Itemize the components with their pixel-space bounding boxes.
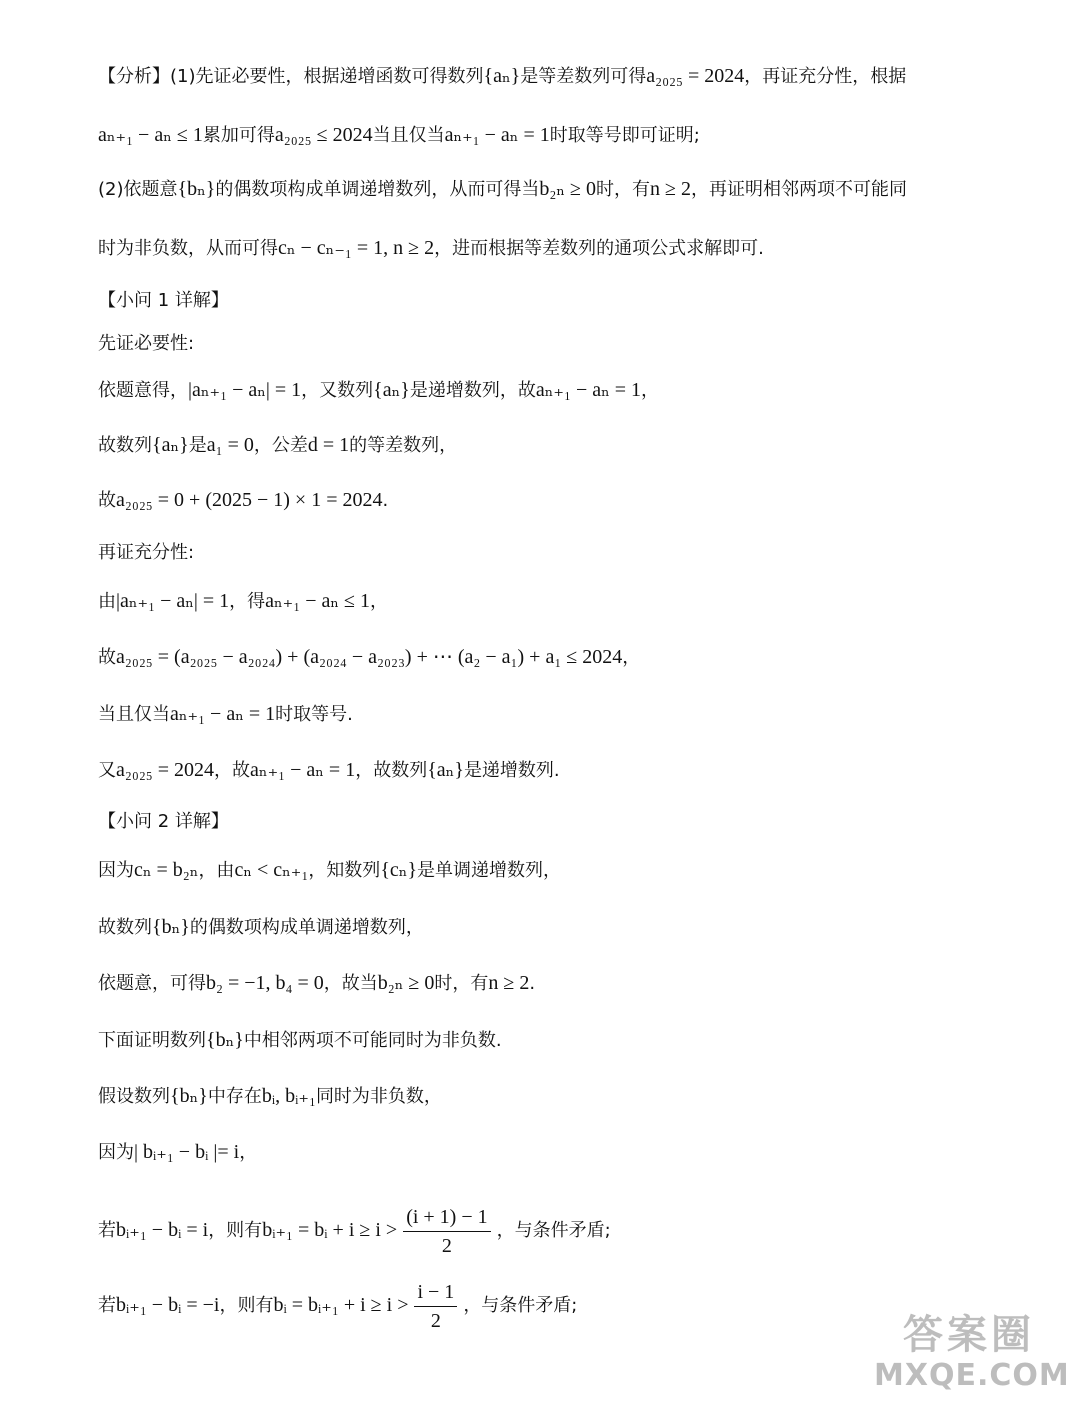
proof-line-sufficiency: 再证充分性: bbox=[98, 542, 195, 563]
analysis-line-4: 时为非负数，从而可得cₙ − cₙ₋₁ = 1, n ≥ 2，进而根据等差数列的通项公式求解即可. bbox=[98, 237, 764, 259]
proof-line: 依题意得，|aₙ₊₁ − aₙ| = 1，又数列{aₙ}是递增数列，故aₙ₊₁ − aₙ = 1， bbox=[98, 379, 660, 401]
proof-line: 当且仅当aₙ₊₁ − aₙ = 1时取等号. bbox=[98, 703, 353, 725]
proof-line: 因为| bᵢ₊₁ − bᵢ |= i， bbox=[98, 1141, 258, 1163]
proof-line: 下面证明数列{bₙ}中相邻两项不可能同时为非负数. bbox=[98, 1029, 502, 1051]
section-heading-q2: 【小问 2 详解】 bbox=[98, 811, 229, 832]
fraction-numerator: i − 1 bbox=[414, 1280, 457, 1307]
watermark-logo bbox=[874, 1311, 1070, 1403]
analysis-line-1: 【分析】(1)先证必要性，根据递增函数可得数列{aₙ}是等差数列可得a₂₀₂₅ = 2024，再证充分性，根据 bbox=[98, 65, 907, 87]
analysis-line-2: aₙ₊₁ − aₙ ≤ 1累加可得a₂₀₂₅ ≤ 2024当且仅当aₙ₊₁ − aₙ = 1时取等号即可证明; bbox=[98, 124, 700, 146]
proof-line: 故数列{aₙ}是a₁ = 0，公差d = 1的等差数列， bbox=[98, 434, 458, 456]
proof-line-fraction: 若bᵢ₊₁ − bᵢ = i，则有bᵢ₊₁ = bᵢ + i ≥ i > $\frac{(i + 1) - 1}{2}$ ，与条件矛盾; bbox=[98, 1205, 611, 1257]
fraction-denominator: 2 bbox=[430, 1309, 441, 1332]
section-heading-q1: 【小问 1 详解】 bbox=[98, 290, 229, 311]
fraction bbox=[414, 1280, 457, 1333]
proof-line-fraction: 若bᵢ₊₁ − bᵢ = −i，则有bᵢ = bᵢ₊₁ + i ≥ i > $\frac{i - 1}{2}$ ，与条件矛盾; bbox=[98, 1280, 578, 1332]
watermark-logo-text: 答案圈 bbox=[903, 1312, 1035, 1358]
watermark-site-text: MXQE.COM bbox=[874, 1358, 1070, 1393]
proof-line: 由|aₙ₊₁ − aₙ| = 1，得aₙ₊₁ − aₙ ≤ 1， bbox=[98, 590, 388, 612]
fraction-denominator: 2 bbox=[441, 1234, 452, 1257]
proof-line: 故数列{bₙ}的偶数项构成单调递增数列， bbox=[98, 916, 424, 938]
proof-line: 假设数列{bₙ}中存在bᵢ, bᵢ₊₁同时为非负数， bbox=[98, 1085, 442, 1107]
analysis-line-3: (2)依题意{bₙ}的偶数项构成单调递增数列，从而可得当b₂ₙ ≥ 0时，有n ≥ 2，再证明相邻两项不可能同 bbox=[98, 178, 907, 200]
proof-line-necessity: 先证必要性: bbox=[98, 333, 195, 354]
proof-line: 故a₂₀₂₅ = 0 + (2025 − 1) × 1 = 2024. bbox=[98, 489, 389, 511]
fraction bbox=[403, 1205, 490, 1258]
proof-line: 又a₂₀₂₅ = 2024，故aₙ₊₁ − aₙ = 1，故数列{aₙ}是递增数列. bbox=[98, 759, 560, 781]
proof-line: 因为cₙ = b₂ₙ，由cₙ < cₙ₊₁，知数列{cₙ}是单调递增数列， bbox=[98, 859, 562, 881]
proof-line: 故a₂₀₂₅ = (a₂₀₂₅ − a₂₀₂₄) + (a₂₀₂₄ − a₂₀₂₃) + ⋯ (a₂ − a₁) + a₁ ≤ 2024， bbox=[98, 646, 641, 668]
fraction-numerator: (i + 1) − 1 bbox=[403, 1205, 490, 1232]
proof-line: 依题意，可得b₂ = −1, b₄ = 0，故当b₂ₙ ≥ 0时，有n ≥ 2. bbox=[98, 972, 536, 994]
